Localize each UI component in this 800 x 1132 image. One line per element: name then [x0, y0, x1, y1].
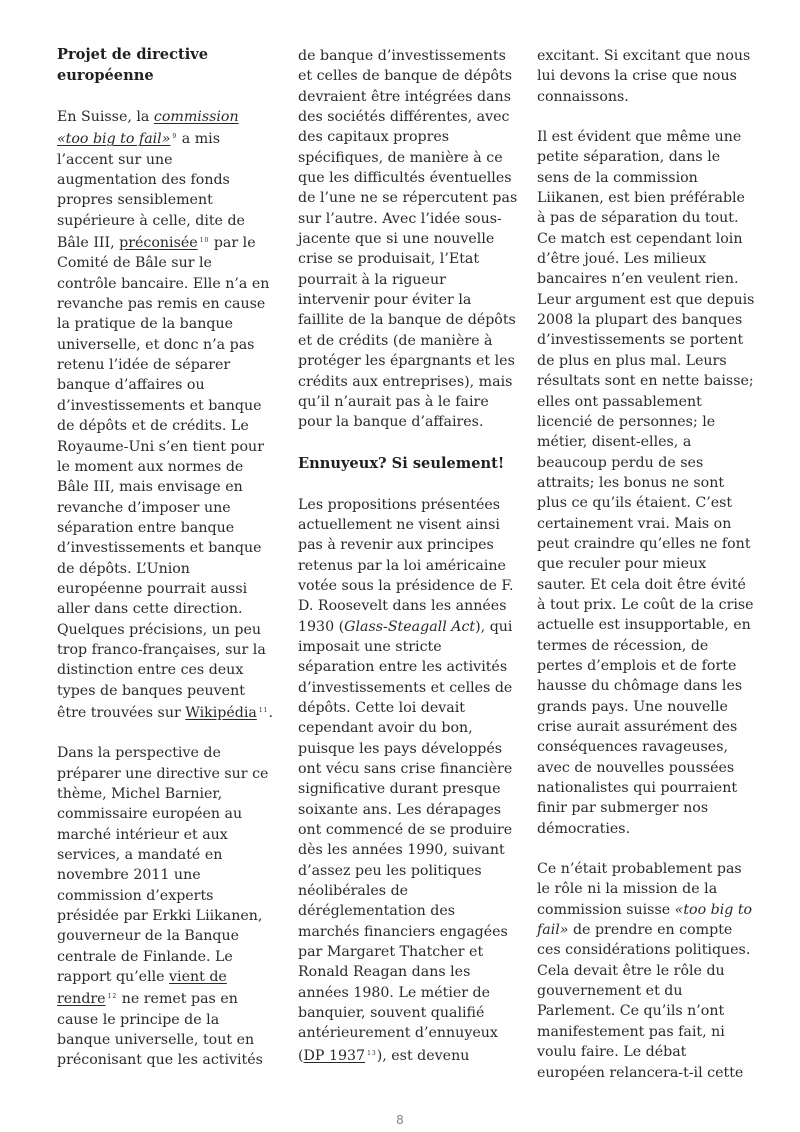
text: Ce n’était probablement pas le rôle ni la mission de la commission suisse — [537, 861, 742, 918]
italic-too-big-to-fail: «too big to fail» — [537, 901, 753, 939]
column-3 — [537, 46, 755, 1103]
column-1 — [57, 44, 273, 1091]
text: par le Comité de Bâle sur le contrôle bancaire. Elle n’a en revanche pas remis en cause la pratique de la banque universelle, et donc n’a pas retenu l’idée de séparer banque d’affaires ou d’investissements et banque de dépôts et de crédits. Le Royaume-Uni s’en tient pour le moment aux normes de Bâle III, mais envisage en revanche d’imposer une séparation entre banque d’investissements et banque de dépôts. L’Union européenne pourrait aussi aller dans cette direction. Quelques précisions, un peu trop franco-françaises, sur la distinction entre ces deux types de banques peuvent être trouvées sur — [57, 235, 270, 721]
column-2 — [298, 46, 518, 1086]
link-preconisee[interactable]: préconisée — [119, 235, 198, 252]
paragraph-barnier — [57, 743, 273, 1071]
footnote-ref[interactable]: 9 — [172, 133, 178, 141]
link-vient-de-rendre[interactable]: vient de rendre — [57, 969, 227, 1008]
paragraph-separation: Il est évident que même une petite séparation, dans le sens de la commission Liikanen, est bien préférable à pas de séparation du tout. Ce match est cependant loin d’être joué. Les milieux bancaires n’en veulent rien. Leur argument est que depuis 2008 la plupart des banques d’investissements se portent de plus en plus mal. Leurs résultats sont en nette baisse; elles ont passablement licencié de personnes; le métier, disent-elles, a beaucoup perdu de ses attraits; les bonus ne sont plus ce qu’ils étaient. C’est certainement vrai. Mais on peut craindre qu’elles ne font que reculer pour mieux sauter. Et cela doit être évité à tout prix. Le coût de la crise actuelle est insupportable, en termes de récession, de pertes d’emplois et de forte hausse du chômage dans les grands pays. Une nouvelle crise aurait assurément des conséquences ravageuses, avec de nouvelles poussées nationalistes qui pourraient finir par submerger nos démocraties. — [537, 129, 755, 837]
paragraph-role-commission — [537, 859, 755, 1083]
footnote-ref[interactable]: 11 — [258, 706, 269, 714]
footnote-ref[interactable]: 13 — [367, 1049, 377, 1057]
text: En Suisse, la — [57, 109, 154, 125]
paragraph-banque-investissements: de banque d’investissements et celles de banque de dépôts devraient être intégrées dans des sociétés différentes, avec des capitaux propres spécifiques, de manière à ce que les difficultés éventuelles de l’une ne se répercutent pas sur l’autre. Avec l’idée sous-jacente que si une nouvelle crise se produisait, l’Etat pourrait à la rigueur intervenir pour éviter la faillite de la banque de dépôts et de crédits (de manière à protéger les épargnants et les crédits aux entreprises), mais qu’il n’aurait pas à le faire pour la banque d’affaires. — [298, 48, 518, 431]
text: Les propositions présentées actuellement ne visent ainsi pas à revenir aux principes retenus par la loi américaine votée sous la présidence de F. D. Roosevelt dans les années 1930 ( — [298, 496, 514, 635]
text: . — [268, 704, 273, 721]
paragraph-suisse — [57, 107, 273, 723]
link-dp-1937[interactable]: DP 1937 — [303, 1047, 366, 1064]
text: ), qui imposait une stricte séparation entre les activités d’investissements et celles de dépôts. Cette loi devait cependant avoir du bon, puisque les pays développés ont vécu sans crise financière significative durant presque soixante ans. Les dérapages ont commencé de se produire dès les années 1990, suivant d’assez peu les politiques néolibérales de déréglementation des marchés financiers engagées par Margaret Thatcher et Ronald Reagan dans les années 1980. Le métier de banquier, souvent qualifié antérieurement d’ennuyeux ( — [298, 618, 513, 1064]
paragraph-propositions — [298, 495, 518, 1067]
text: de prendre en compte ces considérations politiques. Cela devait être le rôle du gouvernement et du Parlement. Ce qu’ils n’ont manifestement pas fait, ni voulu faire. Le débat européen relancera-t-il cette — [537, 922, 751, 1081]
section-heading-projet-directive: Projet de directive européenne — [57, 46, 209, 84]
footnote-ref[interactable]: 12 — [107, 993, 118, 1001]
footnote-ref[interactable]: 10 — [199, 237, 210, 245]
link-wikipedia[interactable]: Wikipédia — [185, 704, 257, 721]
text: a mis l’accent sur une augmentation des fonds propres sensiblement supérieure à celle, dite de Bâle III, — [57, 131, 245, 252]
section-heading-ennuyeux: Ennuyeux? Si seulement! — [298, 454, 505, 472]
italic-glass-steagall: Glass-Steagall Act — [344, 618, 476, 635]
page-number: 8 — [396, 1113, 404, 1127]
paragraph-excitant: excitant. Si excitant que nous lui devons la crise que nous connaissons. — [537, 48, 751, 105]
text: ne remet pas en cause le principe de la banque universelle, tout en préconisant que les activités — [57, 991, 263, 1069]
text: Dans la perspective de préparer une directive sur ce thème, Michel Barnier, commissaire européen au marché intérieur et aux services, a mandaté en novembre 2011 une commission d’experts présidée par Erkki Liikanen, gouverneur de la Banque centrale de Finlande. Le rapport qu’elle — [57, 745, 269, 986]
text: ), est devenu — [376, 1047, 470, 1064]
link-commission-too-big-to-fail[interactable]: commission «too big to fail» — [57, 109, 239, 148]
